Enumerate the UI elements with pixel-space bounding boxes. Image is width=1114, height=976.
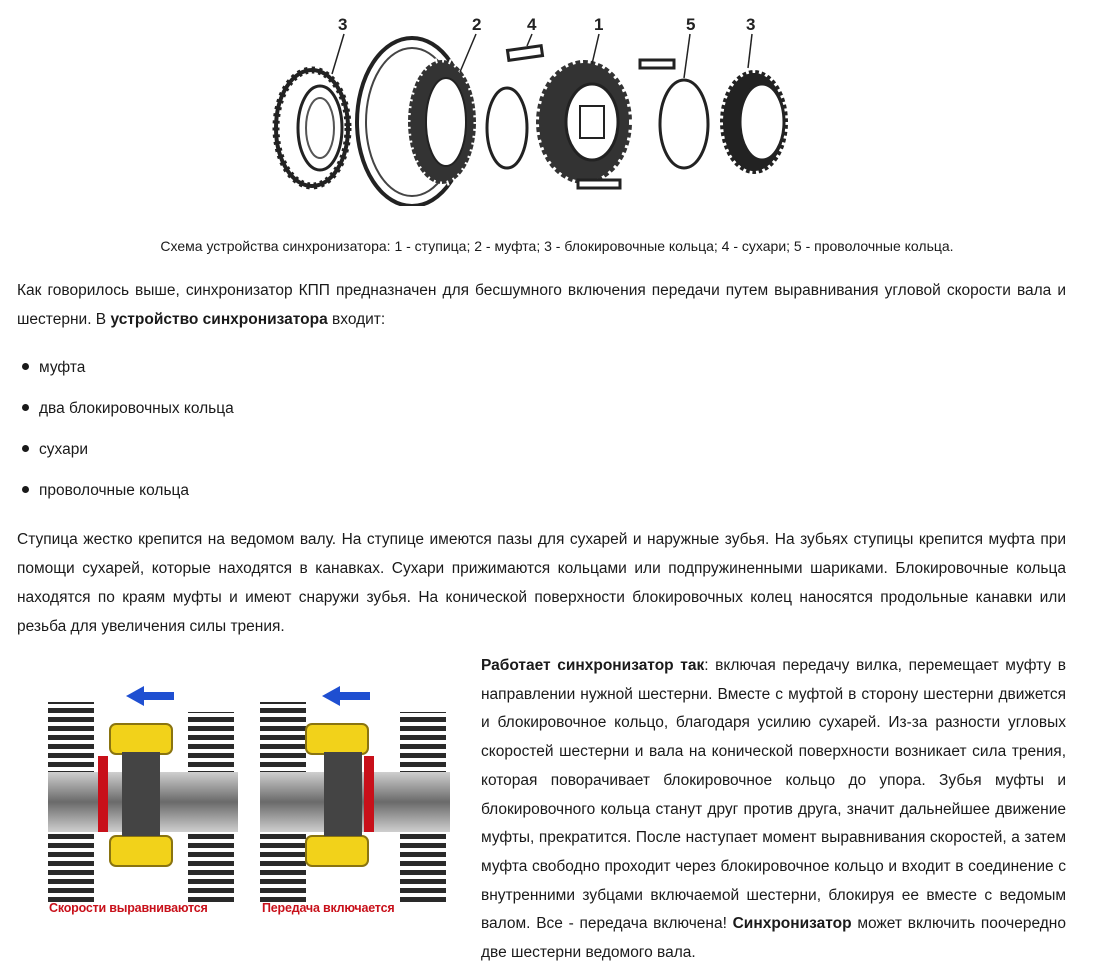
wire-ring-right	[660, 80, 708, 168]
list-item	[22, 393, 234, 434]
part-number-2: 2	[472, 15, 482, 34]
figure-caption: Схема устройства синхронизатора: 1 - ступица; 2 - муфта; 3 - блокировочные кольца; 4 - сухари; 5 - проволочные кольца.	[160, 238, 954, 254]
operation-text-2: может включить поочередно две шестерни ведомого вала.	[481, 915, 1066, 962]
panel-speeds-equalize	[48, 686, 238, 902]
part-number-1: 1	[594, 15, 604, 34]
bullet-icon	[22, 363, 29, 370]
bullet-icon	[22, 404, 29, 411]
wire-ring-left	[487, 88, 527, 168]
operation-paragraph	[481, 652, 1066, 968]
key-top	[507, 46, 542, 61]
hub-paragraph: Ступица жестко крепится на ведомом валу. На ступице имеются пазы для сухарей и наружные зубья. На зубьях ступицы крепится муфта при помощи сухарей, которые находятся в канавках. Сухари прижимаются кольцами или подпружиненными шариками. Блокировочные кольца находятся по краям муфты и имеют снаружи зубья. На конической поверхности блокировочных колец наносятся продольные канавки или резьба для увеличения силы трения.	[17, 531, 1066, 635]
intro-bold: устройство синхронизатора	[110, 311, 328, 328]
key-bottom	[578, 180, 620, 188]
list-item-label: проволочные кольца	[39, 482, 190, 499]
list-item	[22, 475, 234, 516]
operation-text-1: : включая передачу вилка, перемещает муфту в направлении нужной шестерни. Вместе с муфтой в сторону шестерни движется и блокировочное кольцо, благодаря усилию сухарей. Из-за разности угловых скоростей шестерни и вала на конической поверхности возникает сила трения, которая поворачивает блокировочное кольцо до упора. Зубья муфты и блокировочного кольца станут друг против друга, значит дальнейшее движение муфты, прекратится. После наступает момент выравнивания скоростей, а затем муфта свободно проходит через блокировочное кольцо и входит в соединение с внутренними зубцами включаемой шестерни, блокируя ее вместе с ведомым валом. Все - передача включена!	[481, 657, 1066, 933]
operation-bold-1: Работает синхронизатор так	[481, 657, 705, 674]
bullet-icon	[22, 486, 29, 493]
label-gear-engaged: Передача включается	[262, 901, 395, 915]
label-speeds-equalize: Скорости выравниваются	[49, 901, 208, 915]
part-number-4: 4	[527, 15, 537, 34]
blocking-ring-left	[276, 70, 348, 186]
panel-gear-engaged	[260, 686, 450, 902]
part-number-3-right: 3	[746, 15, 756, 34]
list-item-label: сухари	[39, 441, 88, 458]
intro-paragraph	[17, 276, 1066, 334]
bullet-icon	[22, 445, 29, 452]
intro-text-2: входит:	[327, 311, 386, 328]
list-item-label: муфта	[39, 359, 86, 376]
sleeve	[357, 38, 476, 206]
part-number-5: 5	[686, 15, 696, 34]
list-item	[22, 352, 234, 393]
blocking-ring-right	[720, 70, 788, 174]
synchronizer-exploded-diagram	[262, 10, 810, 206]
hub	[536, 60, 632, 184]
list-item	[22, 434, 234, 475]
intro-text-1: Как говорилось выше, синхронизатор КПП предназначен для бесшумного включения передачи путем выравнивания угловой скорости вала и шестерни. В	[17, 282, 1066, 328]
key-right	[640, 60, 674, 68]
part-number-3-left: 3	[338, 15, 348, 34]
list-item-label: два блокировочных кольца	[39, 400, 234, 417]
components-list	[22, 352, 234, 516]
synchronizer-operation-illustration	[40, 672, 460, 922]
operation-bold-2: Синхронизатор	[732, 915, 852, 933]
